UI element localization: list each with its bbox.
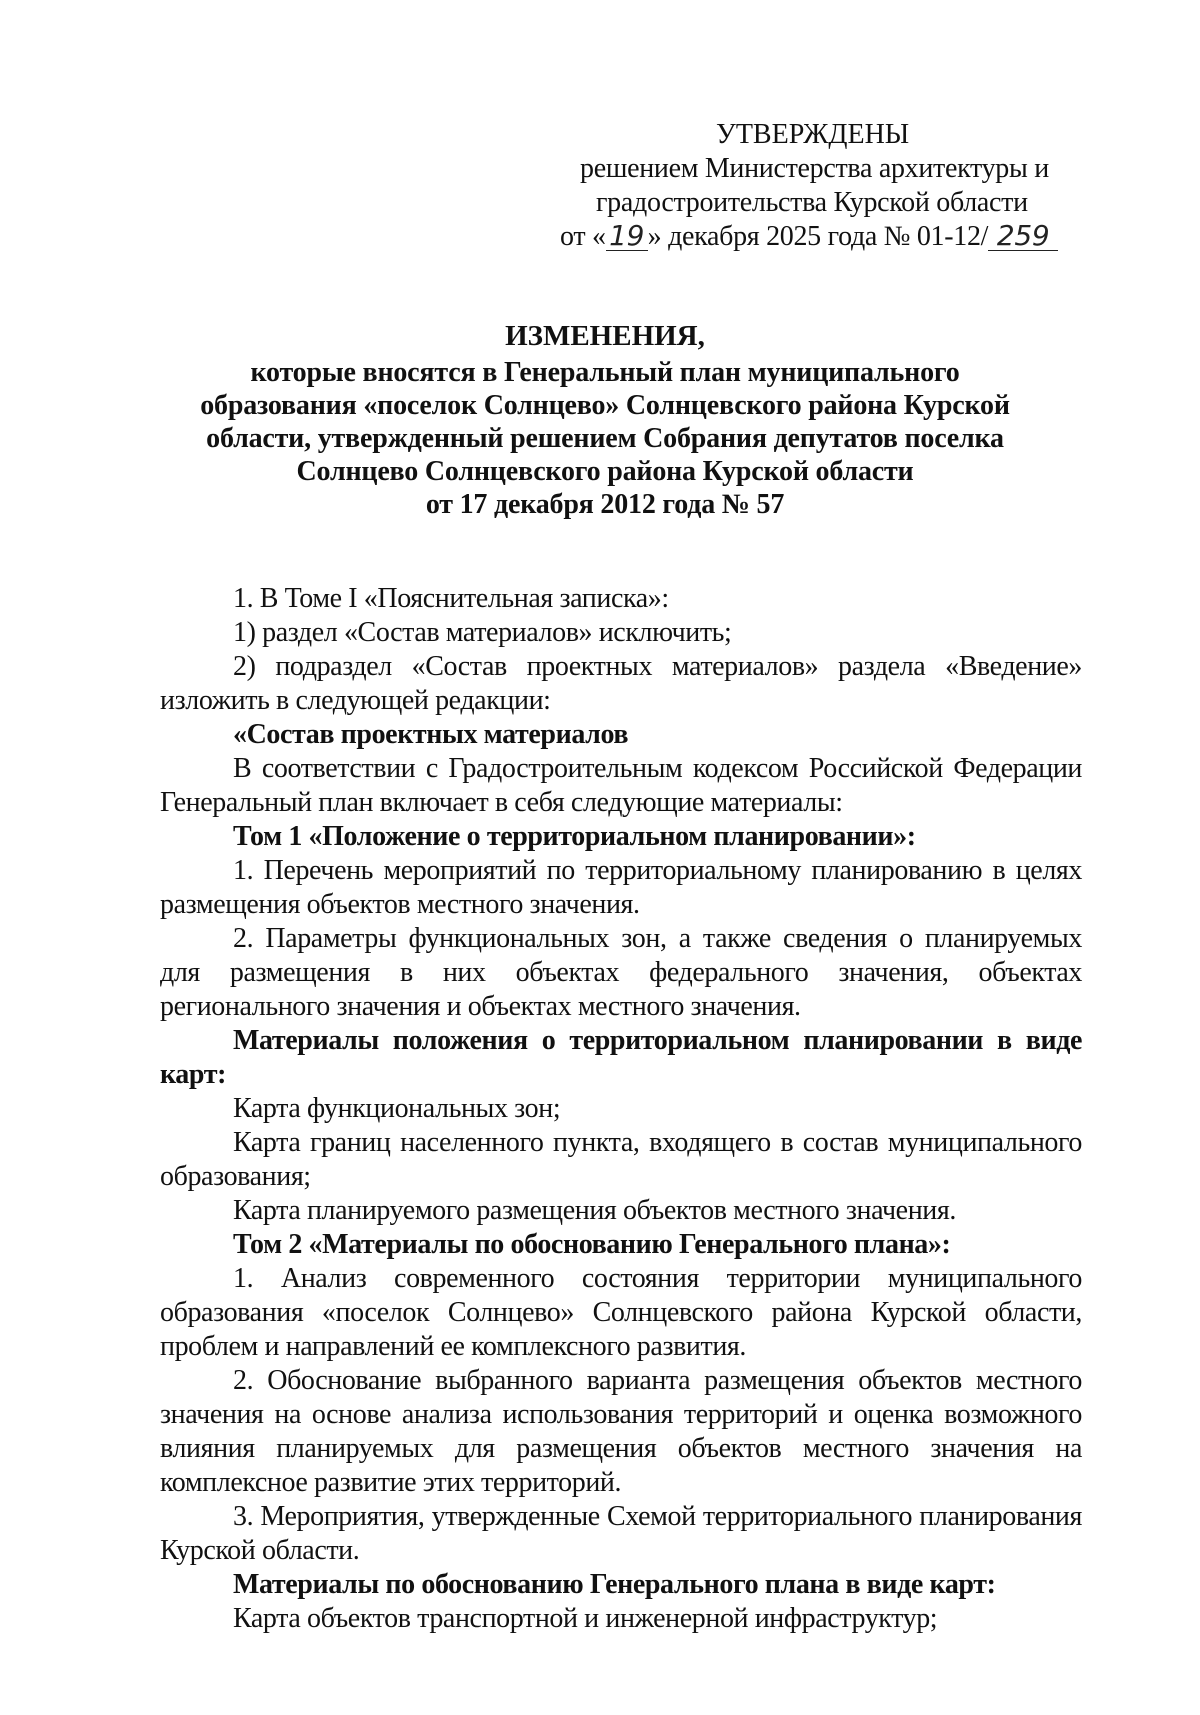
paragraph: Карта планируемого размещения объектов местного значения. <box>233 1195 956 1226</box>
approval-block <box>560 118 1080 254</box>
approval-date-line <box>560 220 1080 254</box>
title-line: области, утвержденный решением Собрания депутатов поселка <box>206 423 1004 454</box>
title-line: которые вносятся в Генеральный план муниципального <box>250 357 960 388</box>
paragraph: Карта объектов транспортной и инженерной инфраструктур; <box>233 1603 938 1634</box>
document-body <box>160 582 1082 1636</box>
section-heading: Том 2 «Материалы по обоснованию Генерального плана»: <box>233 1229 951 1260</box>
paragraph: Карта границ населенного пункта, входящего в состав муниципального образования; <box>160 1127 1082 1192</box>
paragraph: 1. Анализ современного состояния территории муниципального образования «поселок Солнцево» Солнцевского района Курской области, проблем и направлений ее комплексного развития. <box>160 1263 1082 1362</box>
paragraph: Карта функциональных зон; <box>233 1093 561 1124</box>
paragraph: 1. В Томе I «Пояснительная записка»: <box>233 583 669 614</box>
handwritten-number: 259 <box>988 222 1058 251</box>
paragraph: 1. Перечень мероприятий по территориальному планированию в целях размещения объектов местного значения. <box>160 855 1082 920</box>
approval-line-region: градостроительства Курской области <box>596 187 1028 218</box>
date-prefix: от « <box>560 221 606 252</box>
title-heading: ИЗМЕНЕНИЯ, <box>505 320 705 352</box>
title-line: Солнцево Солнцевского района Курской области <box>296 456 914 487</box>
document-title <box>150 320 1060 521</box>
paragraph: 2. Обоснование выбранного варианта размещения объектов местного значения на основе анализа использования территорий и оценка возможного влияния планируемых для размещения объектов местного значения на комплексное развитие этих территорий. <box>160 1365 1082 1498</box>
paragraph: 2. Параметры функциональных зон, а также сведения о планируемых для размещения в них объектах федерального значения, объектах регионального значения и объектах местного значения. <box>160 923 1082 1022</box>
title-line: от 17 декабря 2012 года № 57 <box>425 489 785 520</box>
title-line: образования «поселок Солнцево» Солнцевского района Курской <box>200 390 1010 421</box>
section-heading: «Состав проектных материалов <box>233 719 629 750</box>
approval-line-ministry: решением Министерства архитектуры и <box>580 153 1049 184</box>
paragraph: 3. Мероприятия, утвержденные Схемой территориального планирования Курской области. <box>160 1501 1082 1566</box>
approval-heading: УТВЕРЖДЕНЫ <box>716 119 910 150</box>
paragraph: В соответствии с Градостроительным кодексом Российской Федерации Генеральный план включает в себя следующие материалы: <box>160 753 1082 818</box>
paragraph: 2) подраздел «Состав проектных материалов» раздела «Введение» изложить в следующей редакции: <box>160 651 1082 716</box>
paragraph: 1) раздел «Состав материалов» исключить; <box>233 617 732 648</box>
section-heading: Том 1 «Положение о территориальном планировании»: <box>233 821 916 852</box>
handwritten-day: 19 <box>606 222 648 251</box>
date-middle: » декабря 2025 года № 01-12/ <box>647 221 989 252</box>
section-heading: Материалы положения о территориальном планировании в виде карт: <box>160 1025 1082 1090</box>
section-heading: Материалы по обоснованию Генерального плана в виде карт: <box>233 1569 996 1600</box>
